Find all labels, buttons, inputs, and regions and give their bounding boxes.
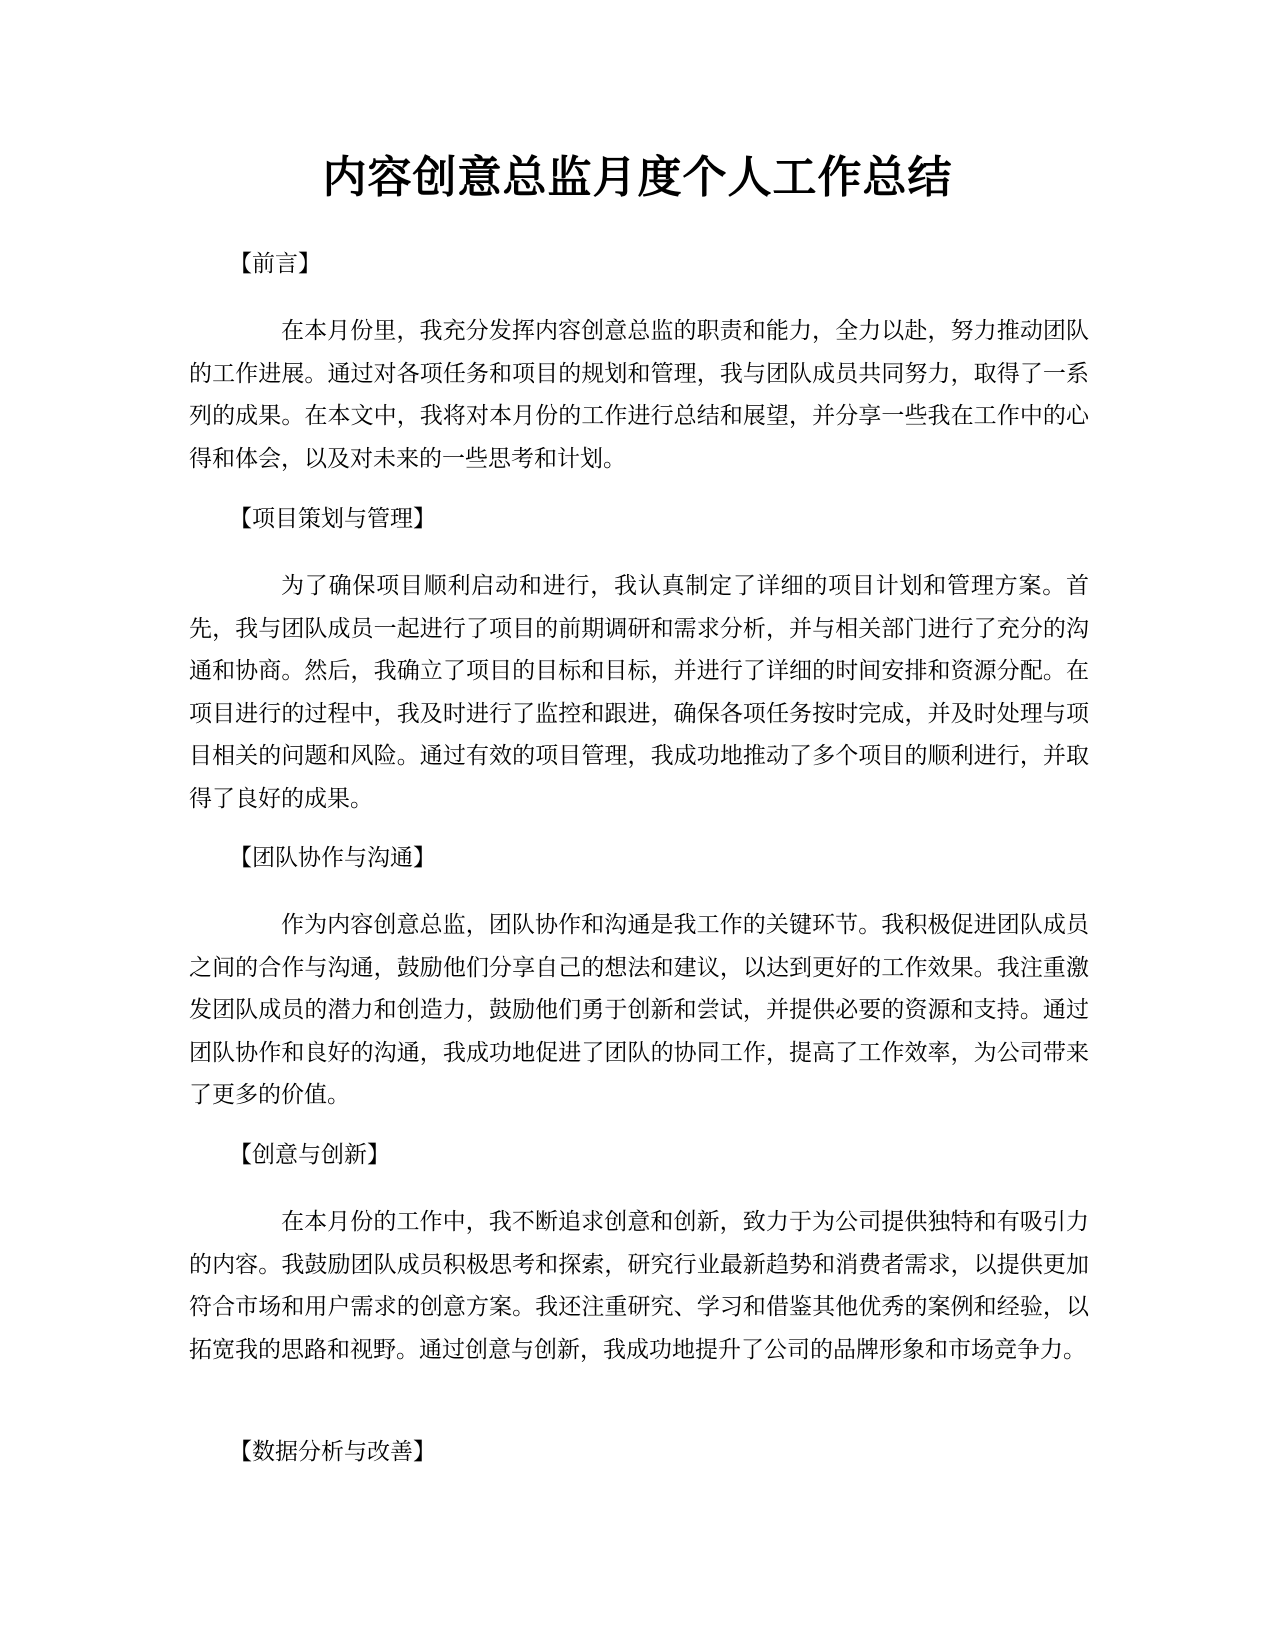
section-creativity-innovation — [189, 1139, 1089, 1371]
section-preface — [189, 248, 1089, 480]
section-data-analysis — [189, 1436, 1089, 1468]
section-team-collaboration — [189, 842, 1089, 1117]
section-heading: 【数据分析与改善】 — [229, 1439, 436, 1465]
section-paragraph: 为了确保项目顺利启动和进行，我认真制定了详细的项目计划和管理方案。首先，我与团队成员一起进行了项目的前期调研和需求分析，并与相关部门进行了充分的沟通和协商。然后，我确立了项目的目标和目标，并进行了详细的时间安排和资源分配。在项目进行的过程中，我及时进行了监控和跟进，确保各项任务按时完成，并及时处理与项目相关的问题和风险。通过有效的项目管理，我成功地推动了多个项目的顺利进行，并取得了良好的成果。 — [189, 573, 1089, 812]
section-heading: 【前言】 — [229, 251, 321, 277]
section-heading: 【项目策划与管理】 — [229, 506, 436, 532]
section-project-planning — [189, 503, 1089, 820]
document-title: 内容创意总监月度个人工作总结 — [322, 152, 953, 203]
section-paragraph: 在本月份的工作中，我不断追求创意和创新，致力于为公司提供独特和有吸引力的内容。我鼓励团队成员积极思考和探索，研究行业最新趋势和消费者需求，以提供更加符合市场和用户需求的创意方案。我还注重研究、学习和借鉴其他优秀的案例和经验，以拓宽我的思路和视野。通过创意与创新，我成功地提升了公司的品牌形象和市场竞争力。 — [189, 1209, 1089, 1363]
section-heading: 【团队协作与沟通】 — [229, 845, 436, 871]
section-paragraph: 作为内容创意总监，团队协作和沟通是我工作的关键环节。我积极促进团队成员之间的合作与沟通，鼓励他们分享自己的想法和建议，以达到更好的工作效果。我注重激发团队成员的潜力和创造力，鼓励他们勇于创新和尝试，并提供必要的资源和支持。通过团队协作和良好的沟通，我成功地促进了团队的协同工作，提高了工作效率，为公司带来了更多的价值。 — [189, 912, 1089, 1108]
section-paragraph: 在本月份里，我充分发挥内容创意总监的职责和能力，全力以赴，努力推动团队的工作进展。通过对各项任务和项目的规划和管理，我与团队成员共同努力，取得了一系列的成果。在本文中，我将对本月份的工作进行总结和展望，并分享一些我在工作中的心得和体会，以及对未来的一些思考和计划。 — [189, 318, 1089, 472]
section-heading: 【创意与创新】 — [229, 1142, 390, 1168]
